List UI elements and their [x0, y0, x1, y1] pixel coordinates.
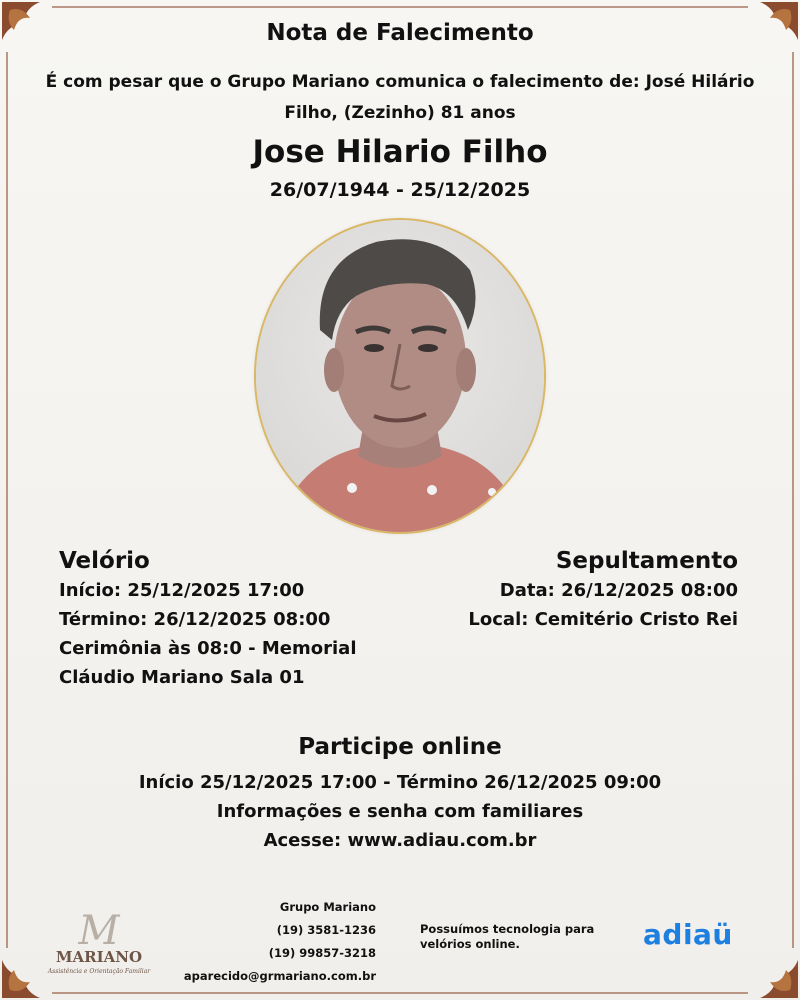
online-title: Participe online — [298, 734, 502, 760]
company-name: Grupo Mariano — [279, 900, 376, 914]
online-link[interactable]: Acesse: www.adiau.com.br — [263, 830, 537, 851]
velorio-start: Início: 25/12/2025 17:00 — [59, 580, 305, 601]
mariano-logo-icon — [44, 906, 154, 976]
svg-text:M: M — [78, 908, 120, 954]
velorio-ceremony-location: Cláudio Mariano Sala 01 — [59, 667, 305, 688]
velorio-title: Velório — [59, 548, 150, 574]
contacts — [180, 896, 376, 988]
online-section — [0, 734, 800, 855]
velorio-end: Término: 26/12/2025 08:00 — [59, 609, 331, 630]
velorio-ceremony: Cerimônia às 08:0 - Memorial — [59, 638, 357, 659]
deceased-photo — [256, 220, 544, 532]
deceased-name: Jose Hilario Filho — [252, 134, 548, 170]
sepultamento-section — [408, 548, 738, 634]
sepultamento-title: Sepultamento — [555, 548, 738, 574]
svg-text:Assistência e Orientação Famil: Assistência e Orientação Familiar — [47, 968, 151, 975]
intro-text — [30, 67, 770, 129]
adiau-logo: adiaü — [643, 918, 733, 951]
intro-line: É com pesar que o Grupo Mariano comunica o falecimento de: José Hilário — [45, 72, 755, 92]
sepultamento-date: Data: 26/12/2025 08:00 — [499, 580, 738, 601]
velorio-section — [59, 548, 379, 692]
svg-text:MARIANO: MARIANO — [55, 948, 143, 966]
email-link[interactable]: aparecido@grmariano.com.br — [183, 969, 376, 983]
tech-line: velórios online. — [420, 937, 520, 951]
intro-line: Filho, (Zezinho) 81 anos — [284, 103, 516, 123]
footer — [0, 890, 800, 1000]
tech-note — [420, 922, 610, 952]
online-info: Informações e senha com familiares — [216, 801, 584, 822]
phone-number[interactable]: (19) 99857-3218 — [268, 946, 376, 960]
phone-number[interactable]: (19) 3581-1236 — [276, 923, 376, 937]
tech-line: Possuímos tecnologia para — [420, 922, 595, 936]
life-dates: 26/07/1944 - 25/12/2025 — [269, 179, 531, 201]
online-schedule: Início 25/12/2025 17:00 - Término 26/12/2025 09:00 — [138, 772, 662, 793]
frame-top — [52, 6, 748, 8]
page-title: Nota de Falecimento — [266, 20, 534, 46]
sepultamento-location: Local: Cemitério Cristo Rei — [468, 609, 738, 630]
